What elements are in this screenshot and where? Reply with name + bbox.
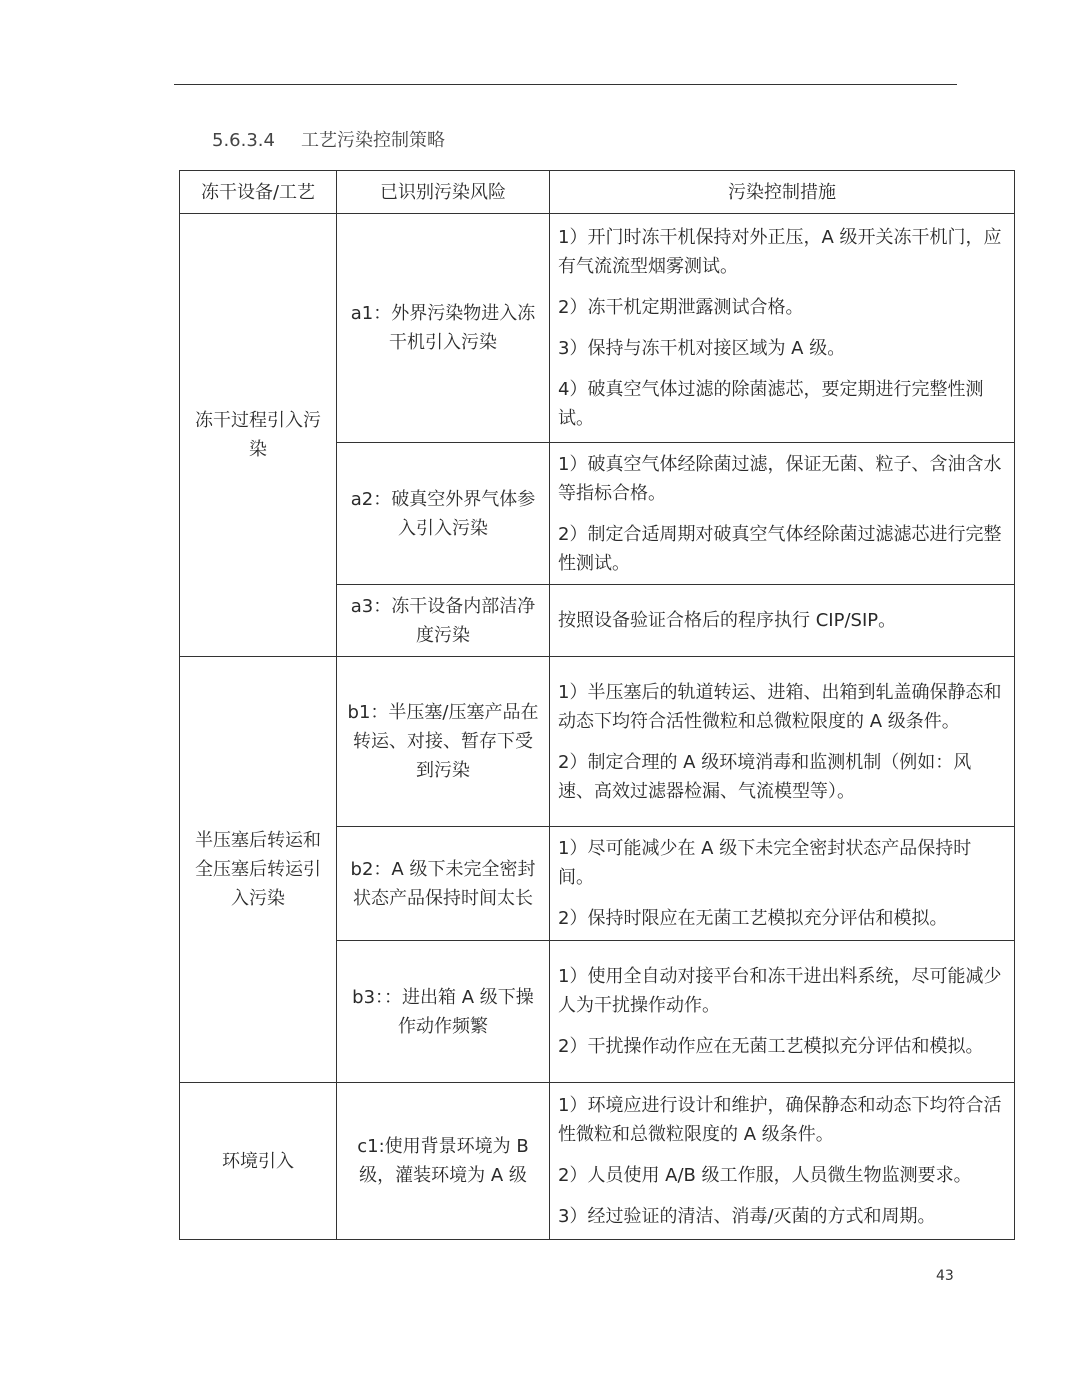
measure-item: 2）冻干机定期泄露测试合格。 xyxy=(558,297,804,318)
measure-item: 1）半压塞后的轨道转运、进箱、出箱到轧盖确保静态和动态下均符合活性微粒和总微粒限度的 A 级条件。 xyxy=(558,681,1002,732)
section-number: 5.6.3.4 xyxy=(212,130,275,151)
contamination-control-table xyxy=(179,170,1015,1240)
measure-item: 4）破真空气体过滤的除菌滤芯，要定期进行完整性测试。 xyxy=(558,379,984,429)
measure-item: 1）开门时冻干机保持对外正压，A 级开关冻干机门，应有气流流型烟雾测试。 xyxy=(558,227,1002,277)
table-header-row xyxy=(180,171,1015,214)
risk-cell: a3：冻干设备内部洁净度污染 xyxy=(337,585,550,657)
risk-cell: b3：：进出箱 A 级下操作动作频繁 xyxy=(337,941,550,1083)
process-cell: 冻干过程引入污染 xyxy=(180,214,337,657)
page-number: 43 xyxy=(936,1268,954,1284)
measures-cell xyxy=(550,941,1015,1083)
section-heading xyxy=(212,126,445,152)
section-title: 工艺污染控制策略 xyxy=(300,130,445,151)
risk-cell: b1：半压塞/压塞产品在转运、对接、暂存下受到污染 xyxy=(337,657,550,827)
risk-cell: b2：A 级下未完全密封状态产品保持时间太长 xyxy=(337,827,550,941)
measure-item: 1）尽可能减少在 A 级下未完全密封状态产品保持时间。 xyxy=(558,838,972,888)
measure-item: 1）破真空气体经除菌过滤，保证无菌、粒子、含油含水等指标合格。 xyxy=(558,453,1002,504)
table-row xyxy=(180,1083,1015,1240)
process-cell: 环境引入 xyxy=(180,1083,337,1240)
header-measures: 污染控制措施 xyxy=(550,171,1015,214)
measures-cell xyxy=(550,585,1015,657)
risk-cell: c1:使用背景环境为 B 级，灌装环境为 A 级 xyxy=(337,1083,550,1240)
table-row xyxy=(180,214,1015,443)
measures-cell xyxy=(550,657,1015,827)
measure-item: 2）干扰操作动作应在无菌工艺模拟充分评估和模拟。 xyxy=(558,1036,984,1057)
measure-item: 2）人员使用 A/B 级工作服，人员微生物监测要求。 xyxy=(558,1165,972,1186)
header-risk: 已识别污染风险 xyxy=(337,171,550,214)
risk-cell: a1：外界污染物进入冻干机引入污染 xyxy=(337,214,550,443)
measures-cell xyxy=(550,443,1015,585)
measures-cell xyxy=(550,214,1015,443)
measure-item: 按照设备验证合格后的程序执行 CIP/SIP。 xyxy=(558,610,897,631)
measure-item: 3）经过验证的清洁、消毒/灭菌的方式和周期。 xyxy=(558,1206,936,1227)
table-row xyxy=(180,657,1015,827)
process-cell: 半压塞后转运和全压塞后转运引入污染 xyxy=(180,657,337,1083)
measure-item: 2）保持时限应在无菌工艺模拟充分评估和模拟。 xyxy=(558,908,948,929)
measure-item: 3）保持与冻干机对接区域为 A 级。 xyxy=(558,338,846,359)
measure-item: 1）环境应进行设计和维护，确保静态和动态下均符合活性微粒和总微粒限度的 A 级条件。 xyxy=(558,1095,1002,1145)
measure-item: 2）制定合理的 A 级环境消毒和监测机制（例如：风速、高效过滤器检漏、气流模型等）。 xyxy=(558,751,972,802)
header-process: 冻干设备/工艺 xyxy=(180,171,337,214)
measure-item: 1）使用全自动对接平台和冻干进出料系统，尽可能减少人为干扰操作动作。 xyxy=(558,966,1002,1016)
measures-cell xyxy=(550,1083,1015,1240)
measures-cell xyxy=(550,827,1015,941)
header-rule xyxy=(174,84,957,85)
risk-cell: a2：破真空外界气体参入引入污染 xyxy=(337,443,550,585)
measure-item: 2）制定合适周期对破真空气体经除菌过滤滤芯进行完整性测试。 xyxy=(558,523,1002,574)
